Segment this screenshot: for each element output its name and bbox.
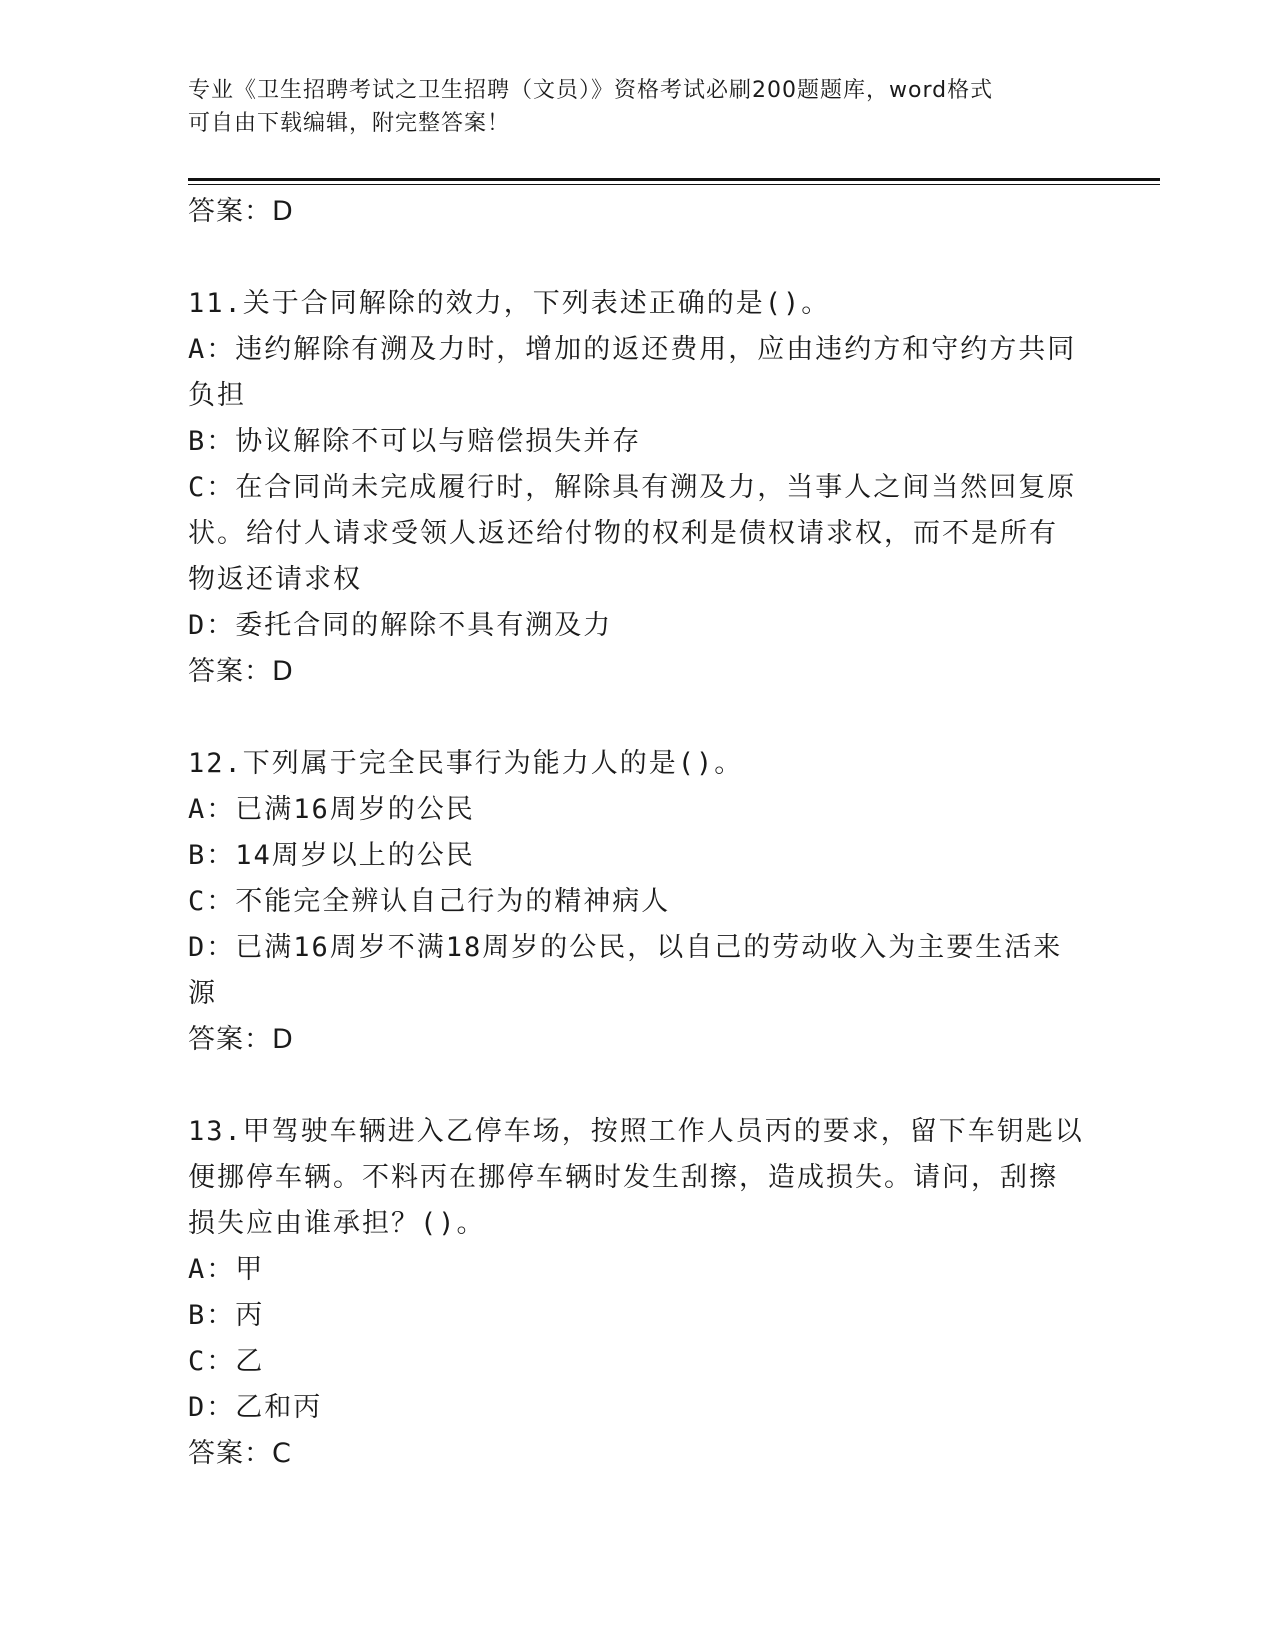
header-line-1: 专业《卫生招聘考试之卫生招聘（文员）》资格考试必刷200题题库，word格式 xyxy=(188,78,994,103)
question-stem: 12.下列属于完全民事行为能力人的是()。 xyxy=(188,748,744,779)
question-stem-line: 13.甲驾驶车辆进入乙停车场，按照工作人员丙的要求，留下车钥匙以 xyxy=(188,1116,1084,1147)
option-line: 物返还请求权 xyxy=(188,564,362,595)
question-stem-line: 损失应由谁承担？()。 xyxy=(188,1208,486,1239)
spacer xyxy=(188,1063,1088,1109)
question-13 xyxy=(188,1109,1088,1477)
option-line: D：已满16周岁不满18周岁的公民，以自己的劳动收入为主要生活来 xyxy=(188,932,1063,963)
question-stem-line: 便挪停车辆。不料丙在挪停车辆时发生刮擦，造成损失。请问，刮擦 xyxy=(188,1162,1058,1193)
answer-line: 答案：C xyxy=(188,1438,292,1469)
header-rule-thick xyxy=(188,178,1160,181)
spacer xyxy=(188,695,1088,741)
option-line: C：乙 xyxy=(188,1346,265,1377)
option-line: D：乙和丙 xyxy=(188,1392,323,1423)
option-line: A：违约解除有溯及力时，增加的返还费用，应由违约方和守约方共同 xyxy=(188,334,1077,365)
header-line-2: 可自由下载编辑，附完整答案！ xyxy=(188,111,511,136)
option-line: B：14周岁以上的公民 xyxy=(188,840,475,871)
question-11 xyxy=(188,281,1088,695)
spacer xyxy=(188,235,1088,281)
option-line: C：在合同尚未完成履行时，解除具有溯及力，当事人之间当然回复原 xyxy=(188,472,1077,503)
option-line: B：协议解除不可以与赔偿损失并存 xyxy=(188,426,642,457)
option-line: 负担 xyxy=(188,380,246,411)
option-line: 源 xyxy=(188,978,217,1009)
document-header xyxy=(188,74,1068,140)
option-line: 状。给付人请求受领人返还给付物的权利是债权请求权，而不是所有 xyxy=(188,518,1058,549)
option-line: D：委托合同的解除不具有溯及力 xyxy=(188,610,613,641)
answer-line: 答案：D xyxy=(188,1024,294,1055)
previous-answer: 答案：D xyxy=(188,196,294,227)
option-line: C：不能完全辨认自己行为的精神病人 xyxy=(188,886,671,917)
question-stem: 11.关于合同解除的效力，下列表述正确的是()。 xyxy=(188,288,831,319)
option-line: A：甲 xyxy=(188,1254,265,1285)
question-12 xyxy=(188,741,1088,1063)
header-rule-thin xyxy=(188,184,1160,185)
option-line: A：已满16周岁的公民 xyxy=(188,794,475,825)
option-line: B：丙 xyxy=(188,1300,265,1331)
answer-line: 答案：D xyxy=(188,656,294,687)
question-content xyxy=(188,189,1088,1477)
